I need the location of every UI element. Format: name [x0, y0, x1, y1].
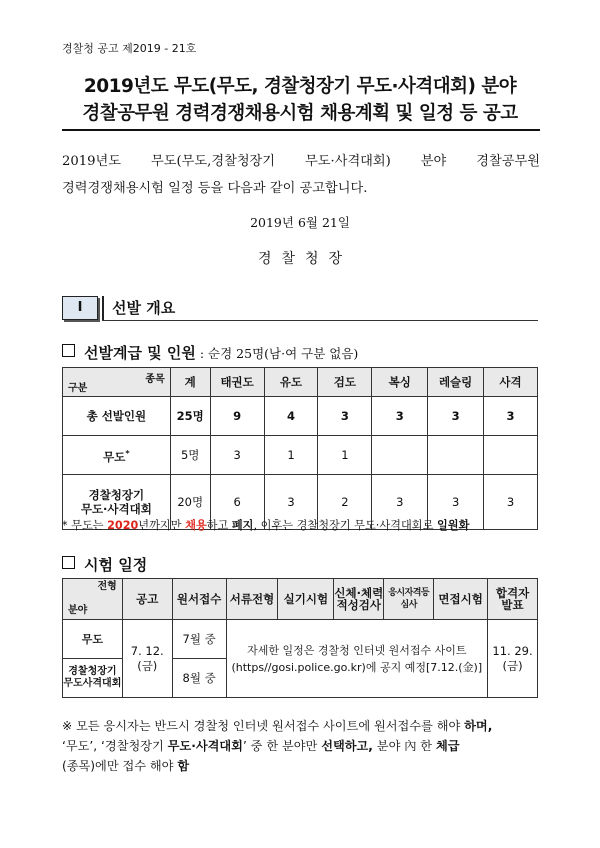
table-row: [63, 620, 538, 659]
header-event: 유도: [264, 368, 318, 397]
note-bold: 체급: [435, 739, 460, 753]
notice-number: 경찰청 공고 제2019 - 21호: [62, 42, 197, 55]
issuing-agency: 경찰청장: [257, 251, 353, 267]
apply-police: 8월 중: [172, 659, 226, 698]
checkbox-square-icon: [62, 556, 75, 569]
row-label-text: 무도: [103, 449, 126, 464]
section-divider-bar: [102, 296, 104, 320]
row-total: 20명: [170, 475, 210, 530]
header-result-line-2: 발표: [501, 598, 524, 612]
header-result: [488, 579, 538, 620]
header-result-line-1: 합격자: [495, 586, 530, 600]
footnote-mark: *: [125, 448, 130, 458]
field-line-1: 경찰청장기: [68, 666, 117, 677]
intro-line-2: 경력경쟁채용시험 일정 등을 다음과 같이 공고합니다.: [62, 181, 368, 196]
cell-value: 3: [372, 397, 428, 436]
note-bold: 무도·사격대회: [167, 739, 243, 753]
cell-value: 3: [484, 475, 538, 530]
cell-value: 3: [428, 475, 484, 530]
recruit-table: [62, 367, 538, 530]
note-bold: 선택하고,: [321, 739, 373, 753]
schedule-heading-text: 시험 일정: [84, 556, 148, 574]
footnote-text: , 이후는 경찰청장기 무도·사격대회로: [253, 519, 437, 532]
cell-value: 3: [318, 397, 372, 436]
header-fitness-line-1: 신체·체력: [334, 586, 384, 600]
note-bold: 하며,: [464, 719, 493, 733]
recruit-heading-text: 선발계급 및 인원: [84, 344, 196, 362]
recruit-heading: [62, 342, 358, 363]
header-event: 레슬링: [428, 368, 484, 397]
recruit-heading-note: : 순경 25명(남·여 구분 없음): [195, 346, 359, 361]
schedule-diagonal-header: [63, 579, 123, 620]
note-text: 분야 內 한: [372, 739, 436, 753]
cell-value: 3: [210, 436, 264, 475]
result-date: 11. 29.(금): [488, 620, 538, 698]
schedule-header-row: [63, 579, 538, 620]
diag-bottom-label: 분야: [68, 605, 88, 616]
cell-value: 1: [264, 436, 318, 475]
note-text: ※ 모든 응시자는 반드시 경찰청 인터넷 원서접수 사이트에 원서접수를 해야: [62, 719, 465, 733]
row-label-line-1: 경찰청장기: [88, 488, 145, 502]
cell-value: [428, 436, 484, 475]
table-row: [63, 397, 538, 436]
cell-value: 4: [264, 397, 318, 436]
cell-value: 9: [210, 397, 264, 436]
footnote-unify: 일원화: [436, 519, 470, 532]
section-title: 선발 개요: [112, 299, 176, 317]
cell-value: 1: [318, 436, 372, 475]
cell-value: [372, 436, 428, 475]
footnote-hire: 채용: [185, 519, 207, 532]
cell-value: [484, 436, 538, 475]
header-practical: 실기시험: [278, 579, 334, 620]
header-document: 서류전형: [226, 579, 278, 620]
schedule-detail: [226, 620, 488, 698]
header-event: 태권도: [210, 368, 264, 397]
intro-line-1: 2019년도 무도(무도,경찰청장기 무도·사격대회) 분야 경찰공무원: [62, 154, 540, 169]
note-text: (종목)에만 접수 해야: [62, 759, 178, 773]
title-divider: [62, 129, 540, 131]
notice-date: 2019년 6월 21일: [250, 215, 350, 230]
section-underline: [102, 320, 538, 321]
announce-date: 7. 12.(금): [122, 620, 172, 698]
table-row: [63, 436, 538, 475]
cell-value: 2: [318, 475, 372, 530]
header-event: 사격: [484, 368, 538, 397]
cell-value: 3: [484, 397, 538, 436]
cell-value: 6: [210, 475, 264, 530]
row-total: 25명: [170, 397, 210, 436]
field-line-2: 무도사격대회: [63, 678, 122, 689]
checkbox-square-icon: [62, 344, 75, 357]
schedule-heading: [62, 554, 147, 575]
detail-line-1: 자세한 일정은 경찰청 인터넷 원서접수 사이트: [247, 643, 467, 657]
diag-bottom-label: 구분: [68, 383, 88, 394]
application-note: [62, 716, 540, 776]
recruit-header-row: [63, 368, 538, 397]
header-announce: 공고: [122, 579, 172, 620]
header-total: 계: [170, 368, 210, 397]
footnote-abolish: 폐지: [231, 519, 254, 532]
section-number-box: I: [62, 296, 98, 320]
footnote-text: 년까지만: [138, 519, 186, 532]
recruit-diagonal-header: [63, 368, 171, 397]
recruit-footnote: [62, 517, 469, 533]
row-label: [63, 436, 171, 475]
note-text: ‘무도’, ‘경찰청장기: [62, 739, 168, 753]
footnote-year: 2020: [107, 519, 139, 532]
header-qualification: 응시자격등 심사: [384, 579, 434, 620]
title-line-2: 경찰공무원 경력경쟁채용시험 채용계획 및 일정 등 공고: [82, 103, 518, 124]
diag-top-label: 전형: [97, 581, 117, 592]
row-label: 총 선발인원: [63, 397, 171, 436]
header-fitness-line-2: 적성검사: [336, 598, 382, 612]
header-fitness: [334, 579, 384, 620]
schedule-table: [62, 578, 538, 698]
header-apply: 원서접수: [172, 579, 226, 620]
note-text: ’ 중 한 분야만: [242, 739, 322, 753]
header-event: 검도: [318, 368, 372, 397]
cell-value: 3: [264, 475, 318, 530]
detail-line-2: (https//gosi.police.go.kr)에 공지 예정[7.12.(金)]: [231, 660, 483, 674]
row-total: 5명: [170, 436, 210, 475]
title-line-1: 2019년도 무도(무도, 경찰청장기 무도·사격대회) 분야: [83, 76, 517, 97]
apply-mudo: 7월 중: [172, 620, 226, 659]
cell-value: 3: [372, 475, 428, 530]
header-event: 복싱: [372, 368, 428, 397]
row-label-line-2: 무도·사격대회: [80, 502, 152, 516]
field-police-competition: [63, 659, 123, 698]
field-mudo: 무도: [63, 620, 123, 659]
cell-value: 3: [428, 397, 484, 436]
diag-top-label: 종목: [145, 374, 165, 385]
header-interview: 면접시험: [434, 579, 488, 620]
note-bold: 함: [177, 759, 190, 773]
footnote-text: 하고: [206, 519, 232, 532]
footnote-text: * 무도는: [62, 519, 108, 532]
